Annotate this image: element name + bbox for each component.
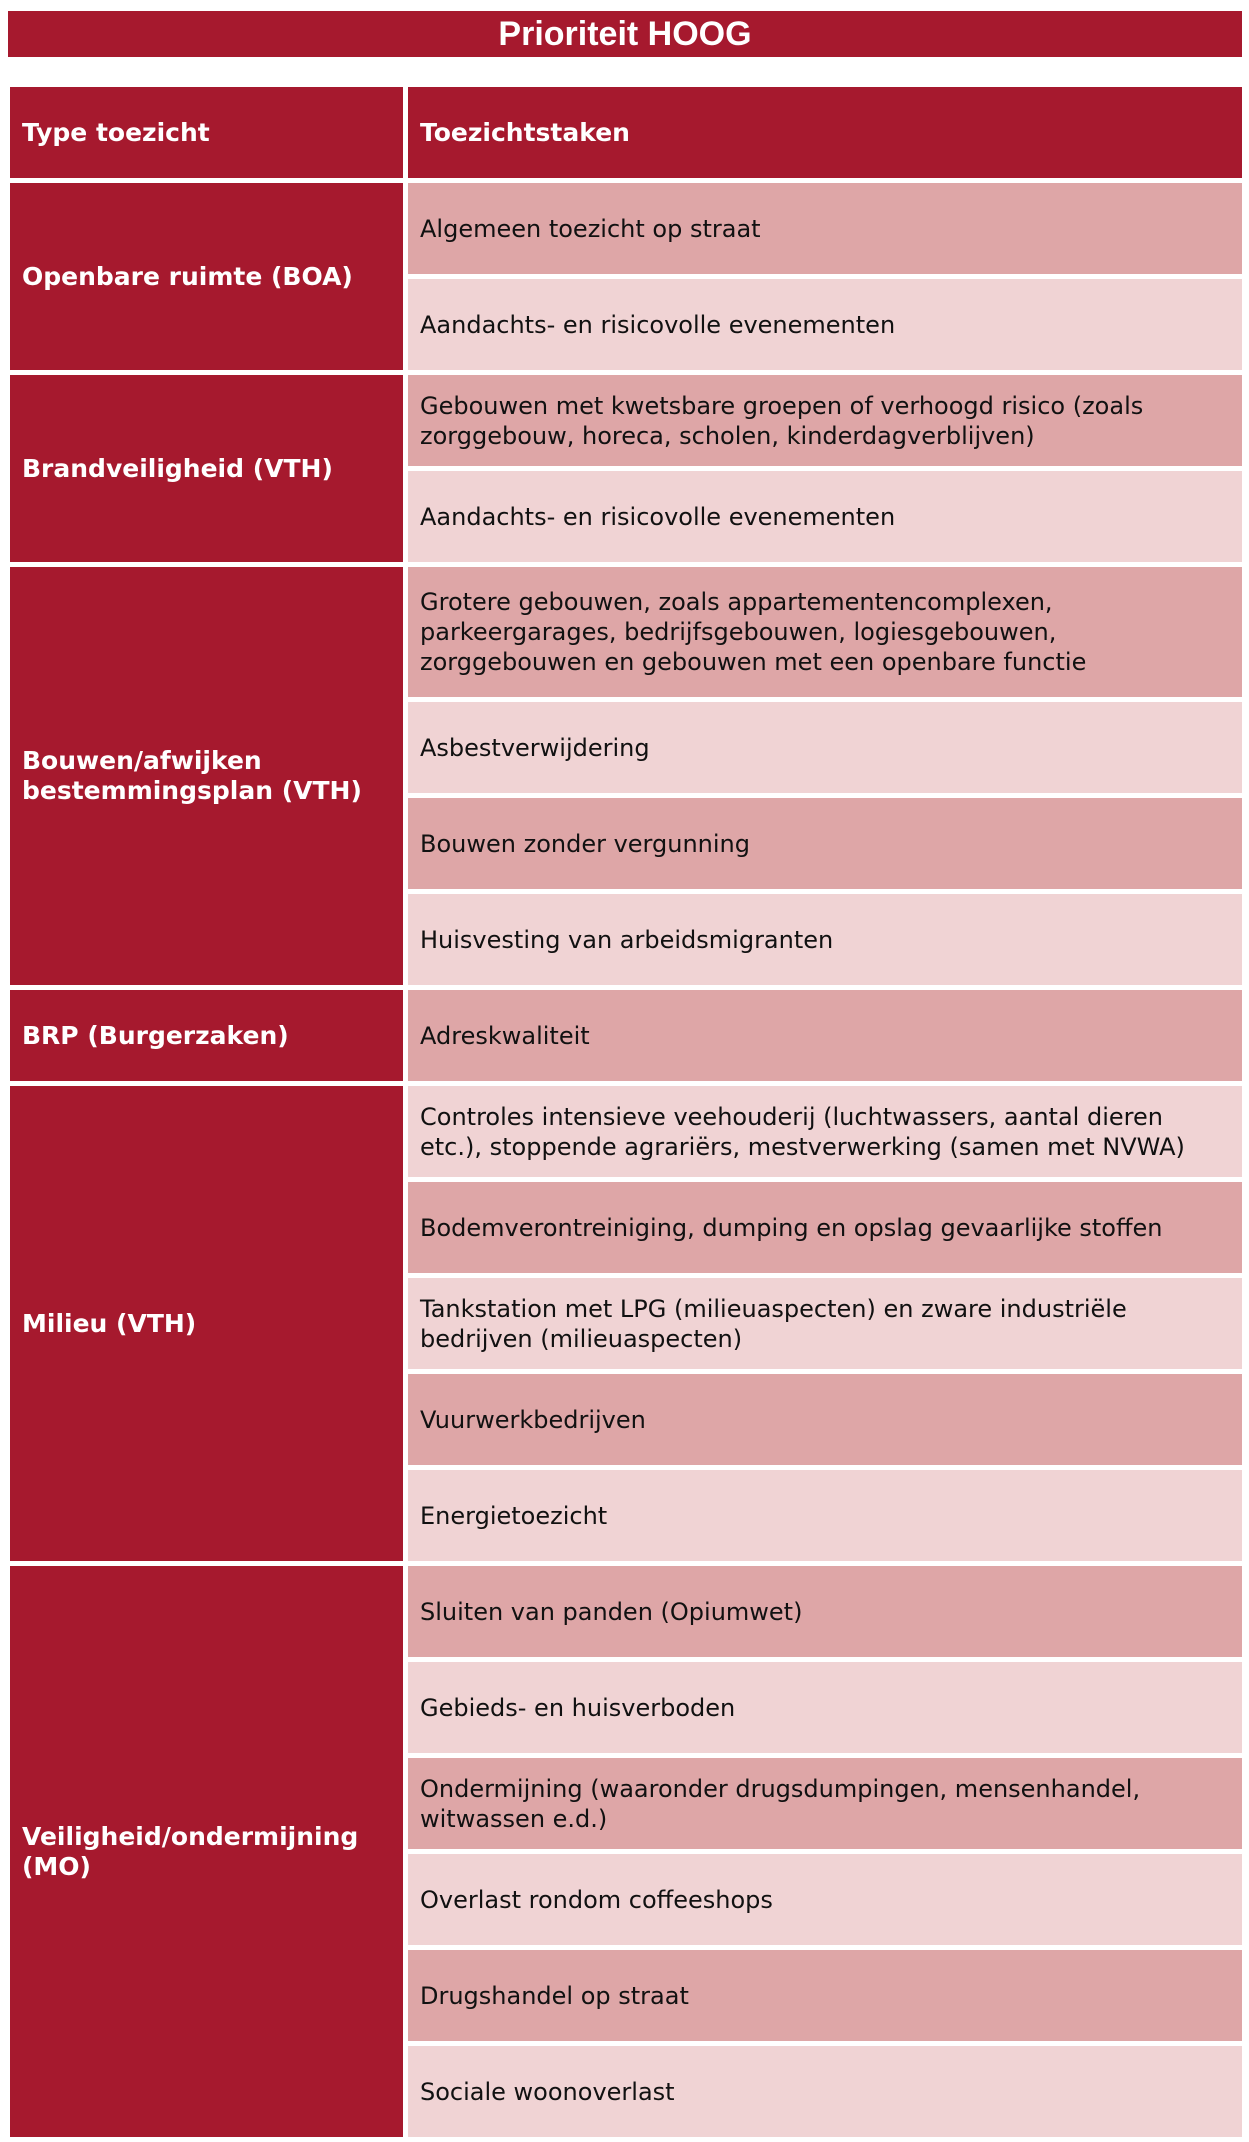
tasks-brp [408, 990, 1242, 1081]
task-cell: Sociale woonoverlast [408, 2046, 1242, 2137]
task-cell: Gebieds- en huisverboden [408, 1662, 1242, 1753]
page-title: Prioriteit HOOG [8, 11, 1242, 57]
priority-table [10, 87, 1240, 2142]
task-cell: Energietoezicht [408, 1470, 1242, 1561]
task-cell: Grotere gebouwen, zoals appartementencomplexen, parkeergarages, bedrijfsgebouwen, logiesgebouwen, zorggebouwen en gebouwen met een openbare functie [408, 567, 1242, 697]
task-cell: Gebouwen met kwetsbare groepen of verhoogd risico (zoals zorggebouw, horeca, scholen, kinderdagverblijven) [408, 375, 1242, 466]
header-tasks: Toezichtstaken [408, 87, 1242, 178]
task-cell: Sluiten van panden (Opiumwet) [408, 1566, 1242, 1657]
tasks-openbare-ruimte [408, 183, 1242, 370]
type-cell-veiligheid: Veiligheid/ondermijning (MO) [10, 1566, 403, 2137]
tasks-milieu [408, 1086, 1242, 1561]
header-type: Type toezicht [10, 87, 403, 178]
task-cell: Asbestverwijdering [408, 702, 1242, 793]
tasks-brandveiligheid [408, 375, 1242, 562]
type-cell-bouwen: Bouwen/afwijken bestemmingsplan (VTH) [10, 567, 403, 985]
type-cell-brandveiligheid: Brandveiligheid (VTH) [10, 375, 403, 562]
task-cell: Tankstation met LPG (milieuaspecten) en zware industriële bedrijven (milieuaspecten) [408, 1278, 1242, 1369]
task-cell: Aandachts- en risicovolle evenementen [408, 279, 1242, 370]
task-cell: Bouwen zonder vergunning [408, 798, 1242, 889]
task-cell: Huisvesting van arbeidsmigranten [408, 894, 1242, 985]
tasks-veiligheid [408, 1566, 1242, 2137]
task-cell: Drugshandel op straat [408, 1950, 1242, 2041]
task-cell: Bodemverontreiniging, dumping en opslag gevaarlijke stoffen [408, 1182, 1242, 1273]
type-cell-milieu: Milieu (VTH) [10, 1086, 403, 1561]
task-cell: Ondermijning (waaronder drugsdumpingen, mensenhandel, witwassen e.d.) [408, 1758, 1242, 1849]
type-cell-brp: BRP (Burgerzaken) [10, 990, 403, 1081]
task-cell: Vuurwerkbedrijven [408, 1374, 1242, 1465]
task-cell: Aandachts- en risicovolle evenementen [408, 471, 1242, 562]
tasks-bouwen [408, 567, 1242, 985]
task-cell: Algemeen toezicht op straat [408, 183, 1242, 274]
task-cell: Adreskwaliteit [408, 990, 1242, 1081]
type-cell-openbare-ruimte: Openbare ruimte (BOA) [10, 183, 403, 370]
task-cell: Overlast rondom coffeeshops [408, 1854, 1242, 1945]
task-cell: Controles intensieve veehouderij (luchtwassers, aantal dieren etc.), stoppende agrariërs, mestverwerking (samen met NVWA) [408, 1086, 1242, 1177]
